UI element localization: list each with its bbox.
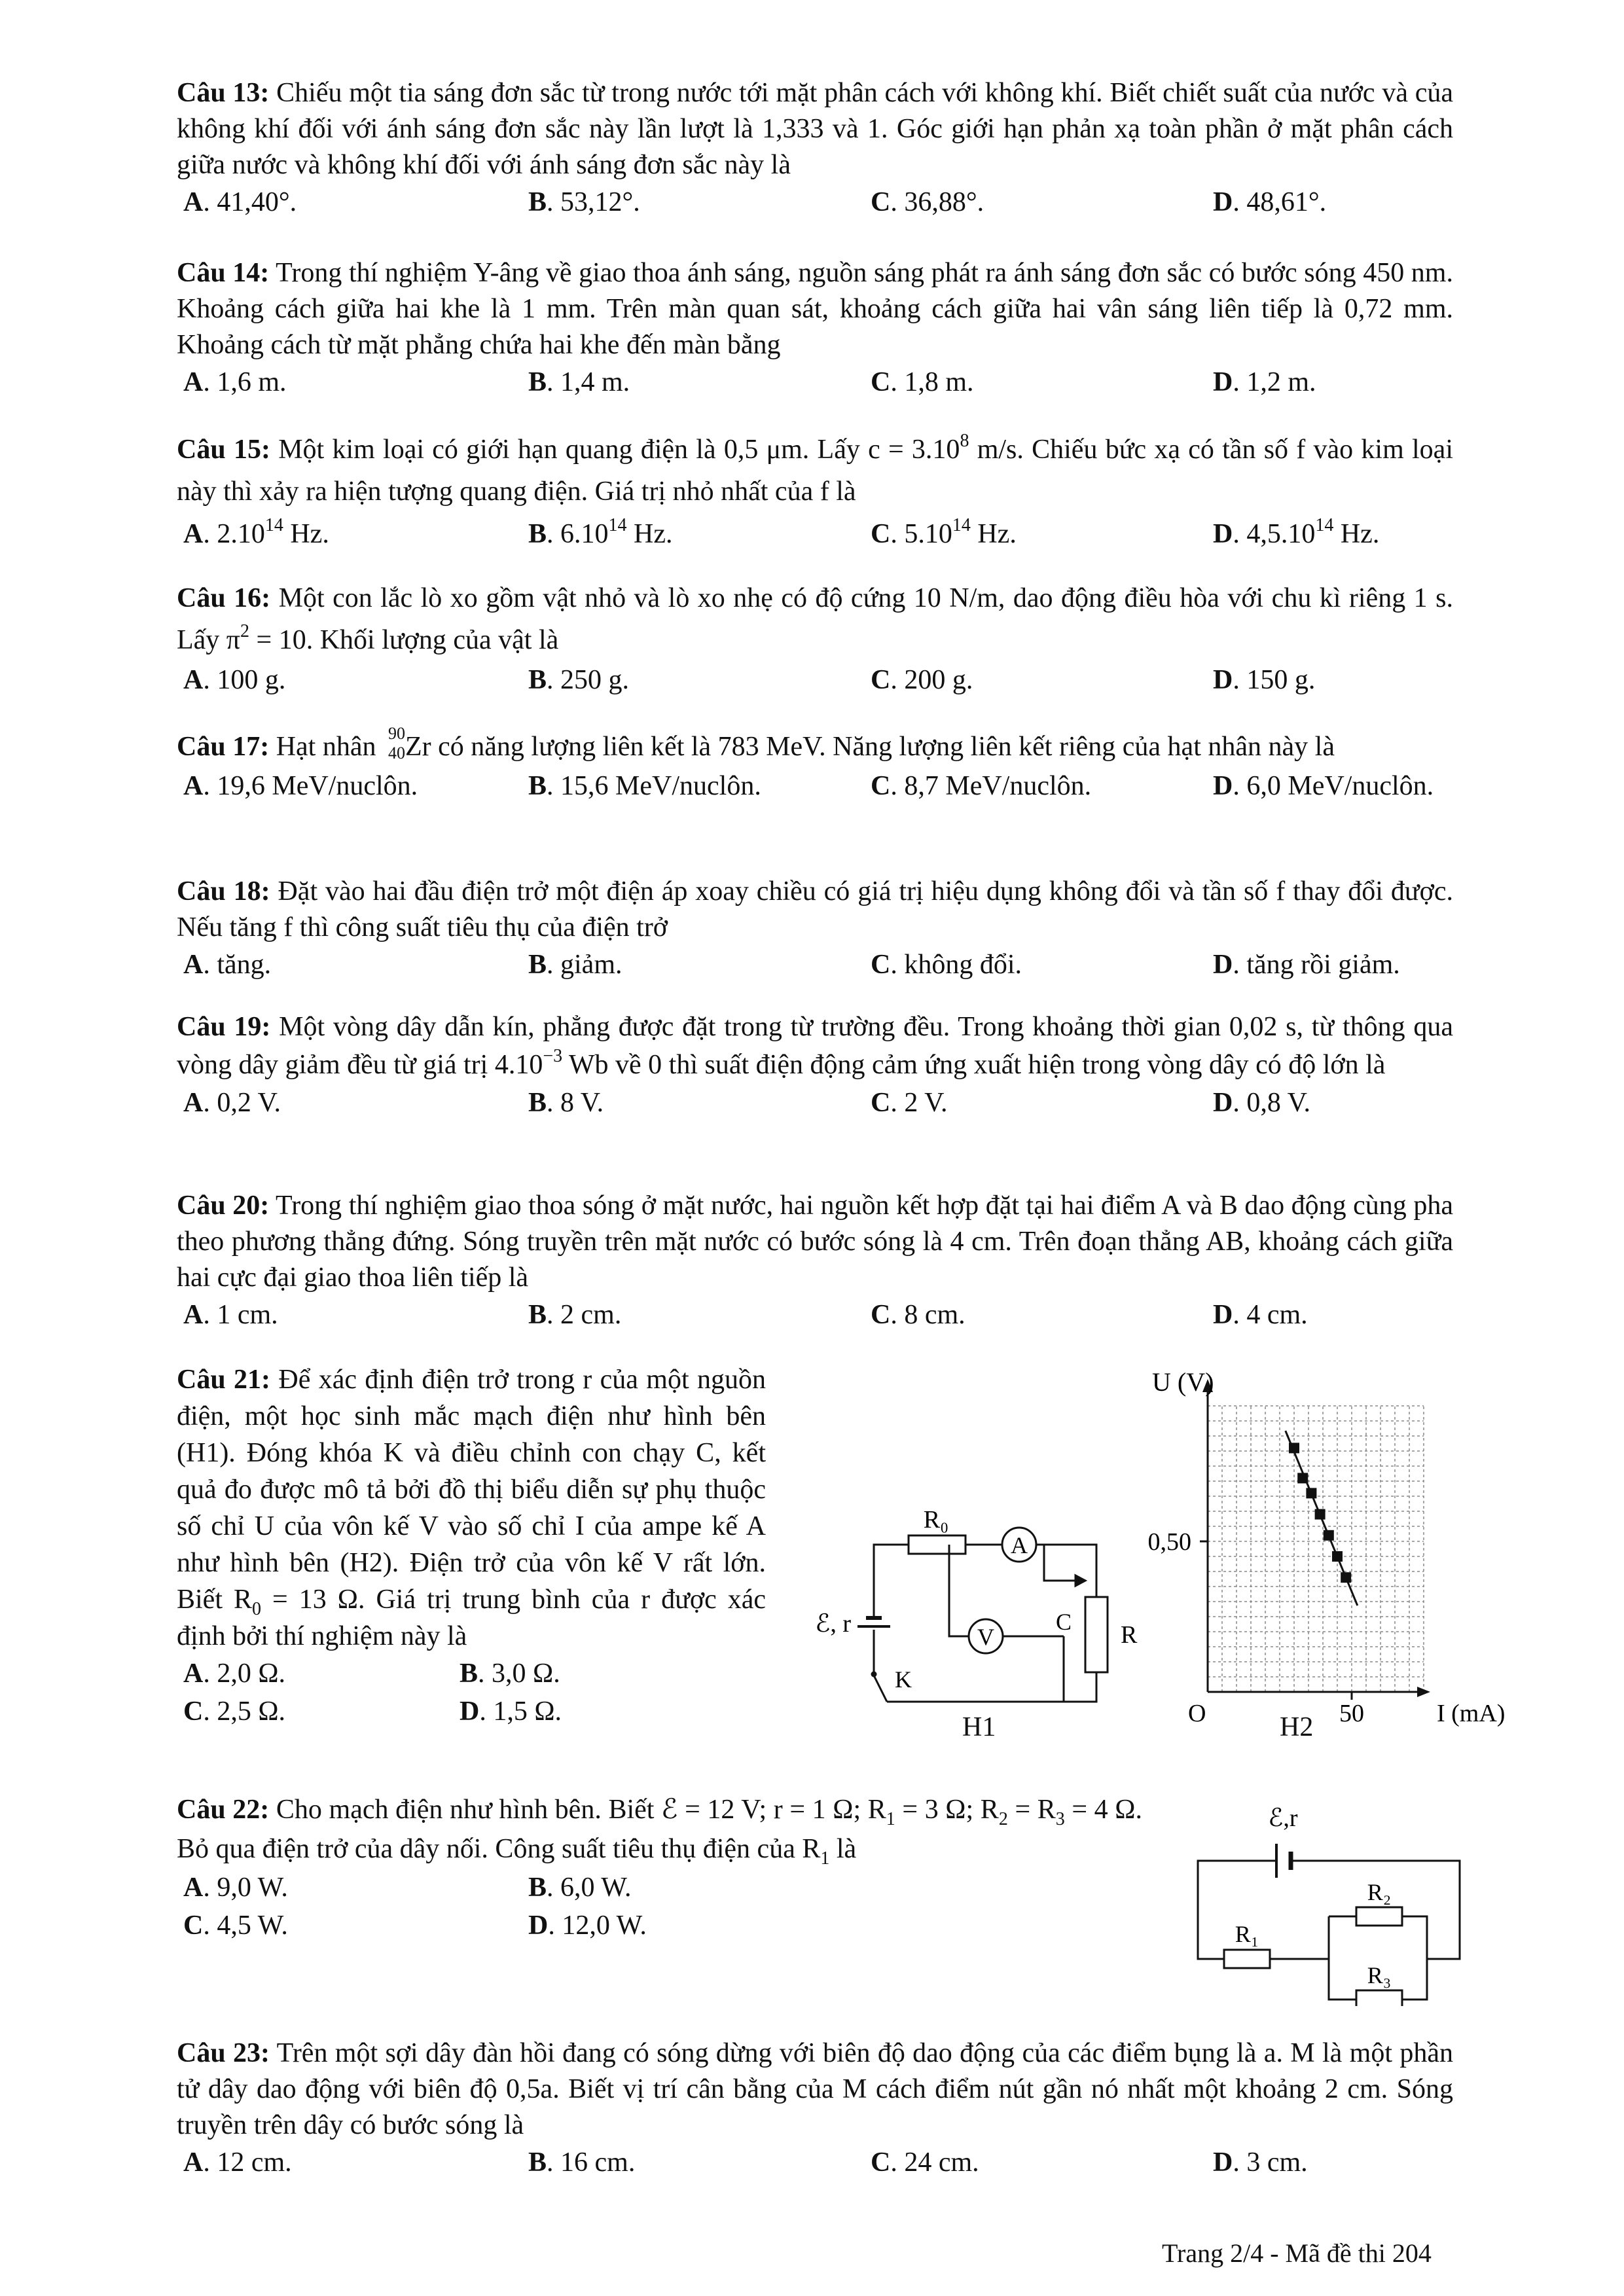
switch-k (874, 1676, 887, 1702)
option-a[interactable]: A. 100 g. (183, 665, 286, 695)
h1-caption: H1 (962, 1712, 996, 1742)
question-21: Câu 21: Để xác định điện trở trong r của một nguồn điện, một học sinh mắc mạch điện như hình bên (H1). Đóng khóa K và điều chỉnh con chạy C, kết quả đo được mô tả bởi đồ thị biểu diễn sự phụ thuộc số chỉ U của vôn kế V vào số chỉ I của ampe kế A như hình bên (H2). Điện trở của vôn kế V rất lớn. Biết $R_0 = 13$ Ω. Giá trị trung bình của r được xác định bởi thí nghiệm này là A. 2,0 Ω. B. 3,0 Ω. C. 2,5 Ω. D. 1,5 Ω. (177, 1361, 766, 1731)
question-text: Chiếu một tia sáng đơn sắc từ trong nước tới mặt phân cách với không khí. Biết chiết suất của nước và của không khí đối với ánh sáng đơn sắc này lần lượt là 1,333 và 1. Góc giới hạn phản xạ toàn phần ở mặt phân cách giữa nước và không khí đối với ánh sáng đơn sắc này là (177, 78, 1453, 180)
option-c[interactable]: C. 8 cm. (871, 1300, 965, 1330)
origin-label: O (1188, 1700, 1206, 1727)
option-b[interactable]: B. 15,6 MeV/nuclôn. (528, 771, 761, 801)
option-a[interactable]: A. 41,40°. (183, 187, 297, 217)
option-d[interactable]: D. 4,5.10$^{14}$ Hz. (1213, 515, 1380, 549)
figure-h2-graph (1126, 1365, 1532, 1731)
data-point (1306, 1488, 1316, 1498)
option-a[interactable]: A. 19,6 MeV/nuclôn. (183, 771, 418, 801)
option-c[interactable]: C. 4,5 W. (183, 1910, 288, 1941)
option-b[interactable]: B. 6.10$^{14}$ Hz. (528, 515, 673, 549)
x-axis-arrow (1417, 1687, 1430, 1697)
option-d[interactable]: D. 0,8 V. (1213, 1088, 1311, 1118)
data-point (1324, 1530, 1334, 1541)
option-c[interactable]: C. 8,7 MeV/nuclôn. (871, 771, 1092, 801)
option-d[interactable]: D. 4 cm. (1213, 1300, 1308, 1330)
question-label: Câu 21: (177, 1365, 271, 1395)
option-b[interactable]: B. 53,12°. (528, 187, 640, 217)
question-19: Câu 19: Một vòng dây dẫn kín, phẳng được đặt trong từ trường đều. Trong khoảng thời gian 0,02 s, từ thông qua vòng dây giảm đều từ giá trị $4.10^{-3}$ Wb về 0 thì suất điện động cảm ứng xuất hiện trong vòng dây có độ lớn là A. 0,2 V. B. 8 V. C. 2 V. D. 0,8 V. (177, 1008, 1453, 1122)
question-label: Câu 16: (177, 583, 271, 613)
rheostat-r (1085, 1597, 1108, 1672)
question-label: Câu 18: (177, 876, 270, 906)
source-label: ℰ, r (815, 1610, 851, 1638)
option-a[interactable]: A. 1 cm. (183, 1300, 278, 1330)
option-d[interactable]: D. 48,61°. (1213, 187, 1327, 217)
r1-label: R₁ (1235, 1921, 1259, 1947)
option-d[interactable]: D. 150 g. (1213, 665, 1316, 695)
option-c[interactable]: C. 1,8 m. (871, 367, 974, 397)
question-22: Câu 22: Cho mạch điện như hình bên. Biết ℰ = 12 V; r = 1 Ω; $R_1 = 3$ Ω; $R_2 = R_3 = 4$ Ω. Bỏ qua điện trở của dây nối. Công suất tiêu thụ điện của $R_1$ là A. 9,0 W. B. 6,0 W. C. 4,5 W. D. 12,0 W. (177, 1790, 1142, 1945)
resistor-r2 (1356, 1907, 1402, 1926)
option-d[interactable]: D. 3 cm. (1213, 2147, 1308, 2178)
figure-q22-circuit (1178, 1790, 1492, 2006)
resistor-r0 (909, 1535, 965, 1554)
option-a[interactable]: A. 1,6 m. (183, 367, 287, 397)
y-axis-label: U (V) (1152, 1367, 1214, 1397)
option-b[interactable]: B. 250 g. (528, 665, 630, 695)
nuclide-notation: 90 40 (388, 724, 405, 762)
data-point (1341, 1572, 1351, 1583)
option-a[interactable]: A. 2.10$^{14}$ Hz. (183, 515, 329, 549)
question-text: Trên một sợi dây đàn hồi đang có sóng dừng với biên độ dao động của các điểm bụng là a. M là một phần tử dây dao động với biên độ 0,5a. Biết vị trí cân bằng của M cách điểm nút gần nó nhất một khoảng 2 cm. Sóng truyền trên dây có bước sóng là (177, 2038, 1453, 2140)
r3-label: R₃ (1367, 1962, 1392, 1988)
question-20 (177, 1188, 1453, 1334)
option-b[interactable]: B. 1,4 m. (528, 367, 630, 397)
question-label: Câu 15: (177, 435, 270, 465)
question-15: Câu 15: Một kim loại có giới hạn quang điện là 0,5 μm. Lấy $c = 3.10^8$ m/s. Chiếu bức xạ có tần số f vào kim loại này thì xảy ra hiện tượng quang điện. Giá trị nhỏ nhất của f là A. 2.10$^{14}$ Hz. B. 6.10$^{14}$ Hz. C. 5.10$^{14}$ Hz. D. 4,5.10$^{14}$ Hz. (177, 429, 1453, 556)
option-d[interactable]: D. 6,0 MeV/nuclôn. (1213, 771, 1434, 801)
data-point (1332, 1551, 1343, 1562)
question-18 (177, 874, 1453, 984)
ammeter-label: A (1011, 1532, 1028, 1558)
question-label: Câu 19: (177, 1012, 271, 1042)
option-c[interactable]: C. 36,88°. (871, 187, 984, 217)
option-d[interactable]: D. 1,5 Ω. (460, 1696, 562, 1727)
r0-label: R₀ (923, 1506, 949, 1534)
question-13 (177, 75, 1453, 221)
question-label: Câu 17: (177, 732, 270, 762)
page-footer: Trang 2/4 - Mã đề thi 204 (1162, 2238, 1432, 2268)
question-text: Đặt vào hai đầu điện trở một điện áp xoay chiều có giá trị hiệu dụng không đổi và tần số f thay đổi được. Nếu tăng f thì công suất tiêu thụ của điện trở (177, 876, 1453, 942)
question-label: Câu 13: (177, 78, 270, 108)
source-label: ℰ,r (1268, 1804, 1298, 1832)
question-label: Câu 22: (177, 1795, 270, 1825)
x-axis-label: I (mA) (1437, 1700, 1506, 1727)
data-point (1289, 1443, 1299, 1453)
question-label: Câu 23: (177, 2038, 270, 2068)
option-a[interactable]: A. 0,2 V. (183, 1088, 281, 1118)
question-text: Trong thí nghiệm Y-âng về giao thoa ánh sáng, nguồn sáng phát ra ánh sáng đơn sắc có bước sóng 450 nm. Khoảng cách giữa hai khe là 1 mm. Trên màn quan sát, khoảng cách giữa hai vân sáng liên tiếp là 0,72 mm. Khoảng cách từ mặt phẳng chứa hai khe đến màn bằng (177, 258, 1453, 360)
wire (874, 1545, 909, 1584)
y-tick-label: 0,50 (1147, 1528, 1191, 1556)
data-point (1315, 1509, 1326, 1520)
option-d[interactable]: D. tăng rồi giảm. (1213, 950, 1400, 980)
switch-label: K (895, 1666, 912, 1693)
slider-label: C (1055, 1609, 1072, 1635)
question-label: Câu 14: (177, 258, 270, 288)
option-c[interactable]: C. 24 cm. (871, 2147, 979, 2178)
option-c[interactable]: C. 2 V. (871, 1088, 948, 1118)
option-a[interactable]: A. tăng. (183, 950, 272, 980)
option-b[interactable]: B. giảm. (528, 950, 623, 980)
option-c[interactable]: C. 2,5 Ω. (183, 1696, 286, 1727)
r2-label: R₂ (1367, 1879, 1392, 1905)
resistor-r1 (1224, 1950, 1270, 1968)
resistor-r3 (1356, 1990, 1402, 2006)
option-a[interactable]: A. 12 cm. (183, 2147, 292, 2178)
h2-caption: H2 (1280, 1712, 1314, 1742)
data-point (1297, 1473, 1308, 1483)
rheostat-label: R (1121, 1621, 1138, 1649)
option-c[interactable]: C. không đổi. (871, 950, 1022, 980)
option-b[interactable]: B. 6,0 W. (528, 1873, 632, 1903)
option-a[interactable]: A. 2,0 Ω. (183, 1659, 286, 1689)
question-14 (177, 255, 1453, 401)
option-d[interactable]: D. 12,0 W. (528, 1910, 647, 1941)
question-16: Câu 16: Một con lắc lò xo gồm vật nhỏ và lò xo nhẹ có độ cứng 10 N/m, dao động điều hòa với chu kì riêng 1 s. Lấy $\pi^2 = 10$. Khối lượng của vật là A. 100 g. B. 250 g. C. 200 g. D. 150 g. (177, 577, 1453, 699)
option-a[interactable]: A. 9,0 W. (183, 1873, 288, 1903)
option-b[interactable]: B. 2 cm. (528, 1300, 622, 1330)
option-c[interactable]: C. 5.10$^{14}$ Hz. (871, 515, 1017, 549)
question-23 (177, 2036, 1453, 2181)
x-tick-label: 50 (1339, 1700, 1364, 1727)
question-text: Trong thí nghiệm giao thoa sóng ở mặt nước, hai nguồn kết hợp đặt tại hai điểm A và B dao động cùng pha theo phương thẳng đứng. Sóng truyền trên mặt nước có bước sóng là 4 cm. Trên đoạn thẳng AB, khoảng cách giữa hai cực đại giao thoa liên tiếp là (177, 1191, 1453, 1293)
question-17: Câu 17: Hạt nhân 90 40 Zr có năng lượng liên kết là 783 MeV. Năng lượng liên kết riêng của hạt nhân này là A. 19,6 MeV/nuclôn. B. 15,6 MeV/nuclôn. C. 8,7 MeV/nuclôn. D. 6,0 MeV/nuclôn. (177, 726, 1453, 805)
voltmeter-label: V (977, 1624, 994, 1650)
option-b[interactable]: B. 16 cm. (528, 2147, 636, 2178)
option-b[interactable]: B. 8 V. (528, 1088, 604, 1118)
option-c[interactable]: C. 200 g. (871, 665, 973, 695)
option-b[interactable]: B. 3,0 Ω. (460, 1659, 560, 1689)
question-label: Câu 20: (177, 1191, 270, 1221)
option-d[interactable]: D. 1,2 m. (1213, 367, 1316, 397)
